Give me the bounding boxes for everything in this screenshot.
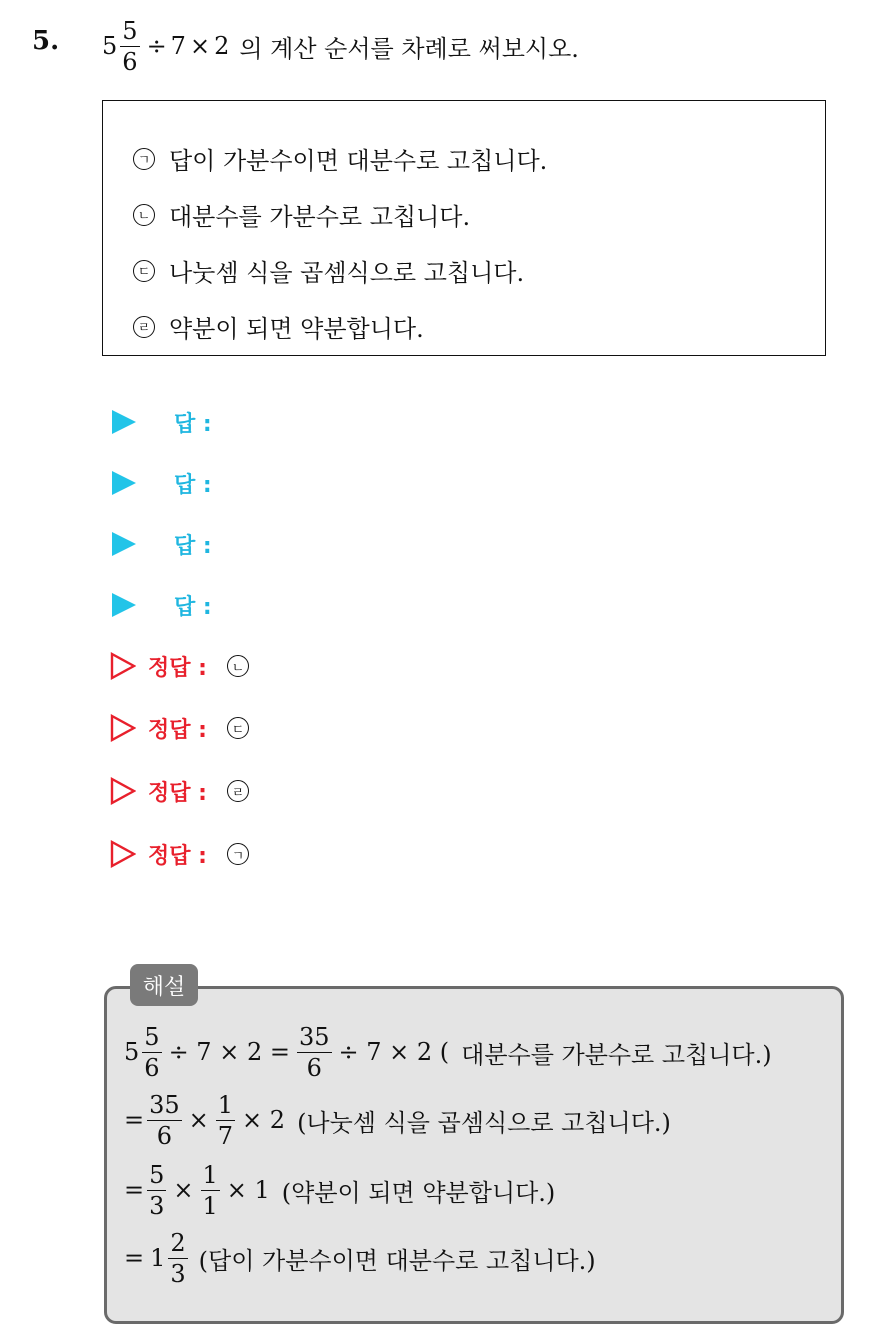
answer-label: 답 : [174,533,212,559]
circled-marker: ㄷ [133,260,155,282]
fraction: $\frac{2}{3}$ [170,1228,186,1288]
solution-line: = 1 $\frac{2}{3}$ (답이 가분수이면 대분수로 고칩니다.) [124,1228,596,1288]
triangle-outline-icon [110,777,136,805]
fraction: $\frac{1}{1}$ [202,1160,218,1220]
mixed-whole: 5 [102,32,118,60]
correct-label: 정답 : [148,717,207,743]
triangle-outline-icon [110,840,136,868]
triangle-outline-icon [110,714,136,742]
solution-line: = $\frac{5}{3}$ × $\frac{1}{1}$ × 1 (약분이 되면 약분합니다.) [124,1160,556,1220]
circled-marker: ㄱ [133,148,155,170]
circled-marker: ㄹ [227,780,249,802]
option-item: ㄱ 답이 가분수이면 대분수로 고칩니다. [133,141,547,176]
circled-marker: ㄹ [133,316,155,338]
options-box [102,100,826,356]
answer-row [112,467,212,499]
answer-label: 답 : [174,594,212,620]
option-item: ㄴ 대분수를 가분수로 고칩니다. [133,197,470,232]
answer-row [112,406,212,438]
answer-label: 답 : [174,411,212,437]
correct-label: 정답 : [148,843,207,869]
option-item: ㄹ 약분이 되면 약분합니다. [133,309,424,344]
circled-marker: ㄱ [227,843,249,865]
question-prompt: 의 계산 순서를 차례로 써보시오. [239,34,579,63]
correct-label: 정답 : [148,655,207,681]
correct-label: 정답 : [148,780,207,806]
correct-answer-row [110,710,263,746]
fraction: $\frac{5}{3}$ [149,1160,165,1220]
solution-tag: 해설 [130,964,198,1006]
answer-row [112,528,212,560]
fraction: $\frac{35}{6}$ [298,1022,330,1082]
question-text: 5 $\frac{5}{6}$ ÷ 7 × 2 의 계산 순서를 차례로 써보시오. [102,16,579,76]
answer-label: 답 : [174,472,212,498]
triangle-outline-icon [110,652,136,680]
fraction: $\frac{1}{7}$ [217,1090,234,1150]
fraction: $\frac{5}{6}$ [122,16,138,76]
option-item: ㄷ 나눗셈 식을 곱셈식으로 고칩니다. [133,253,524,288]
correct-answer-row [110,773,263,809]
answer-row [112,589,212,621]
question-number: 5. [32,26,60,56]
correct-answer-row [110,648,263,684]
fraction: $\frac{5}{6}$ [144,1022,160,1082]
arrow-right-icon [112,593,136,617]
circled-marker: ㄴ [133,204,155,226]
arrow-right-icon [112,532,136,556]
circled-marker: ㄴ [227,655,249,677]
circled-marker: ㄷ [227,717,249,739]
arrow-right-icon [112,471,136,495]
solution-line: = $\frac{35}{6}$ × $\frac{1}{7}$ × 2 (나눗셈 식을 곱셈식으로 고칩니다.) [124,1090,671,1150]
arrow-right-icon [112,410,136,434]
solution-line: 5 $\frac{5}{6}$ ÷ 7 × 2 = $\frac{35}{6}$ ÷ 7 × 2 ( 대분수를 가분수로 고칩니다.) [124,1022,772,1082]
fraction: $\frac{35}{6}$ [149,1090,180,1150]
correct-answer-row [110,836,263,872]
